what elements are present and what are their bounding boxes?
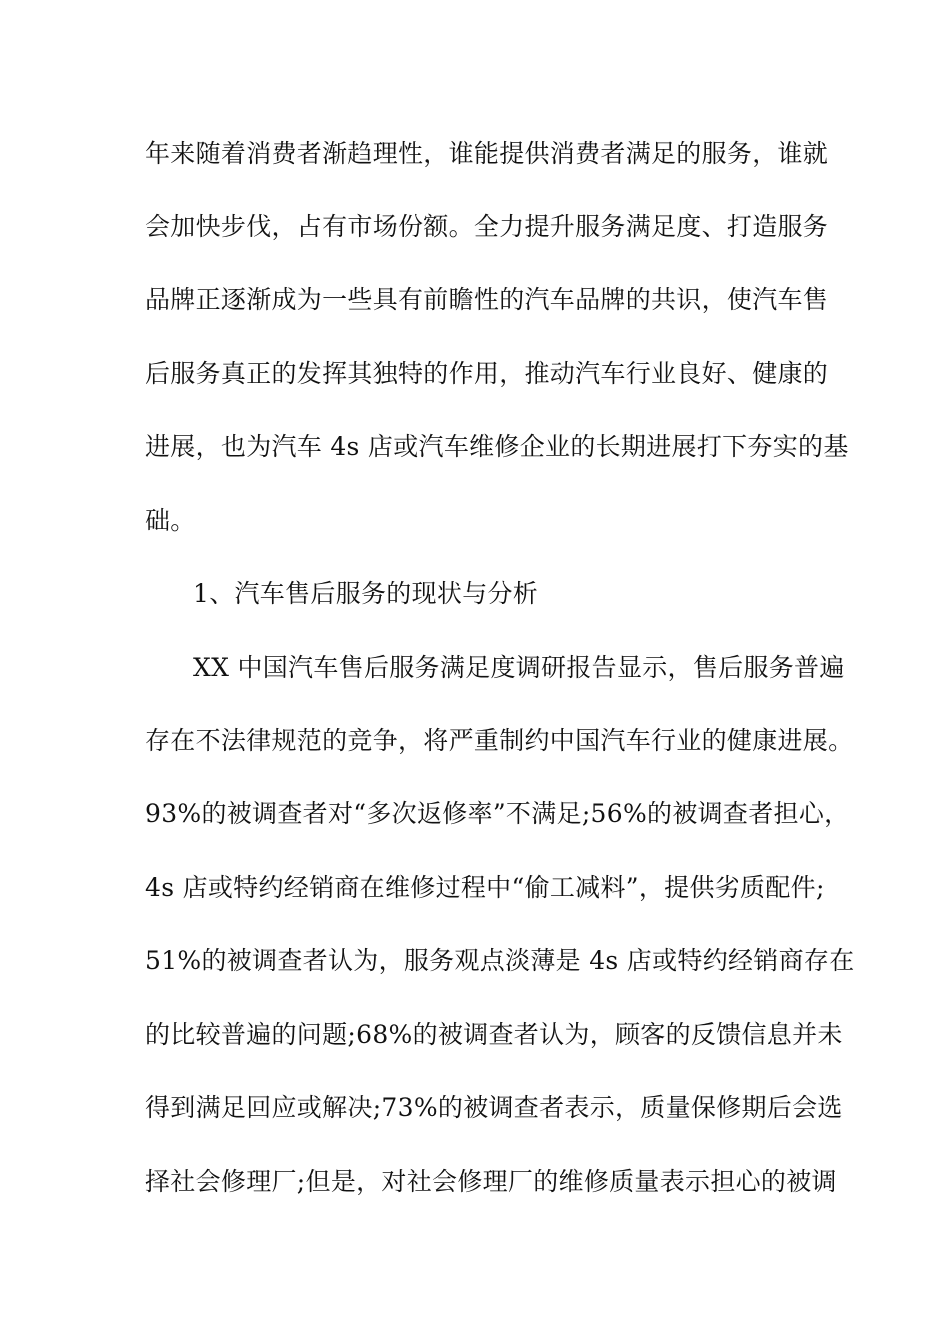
paragraph-line-14: 得到满足回应或解决;73%的被调查者表示，质量保修期后会选 (145, 1093, 843, 1122)
paragraph-line-5: 进展，也为汽车 4s 店或汽车维修企业的长期进展打下夯实的基 (145, 432, 849, 461)
paragraph-line-11: 4s 店或特约经销商在维修过程中“偷工减料”，提供劣质配件; (145, 873, 825, 902)
section-heading: 1、汽车售后服务的现状与分析 (193, 579, 539, 608)
paragraph-line-8: XX 中国汽车售后服务满足度调研报告显示，售后服务普遍 (193, 653, 845, 682)
paragraph-line-15: 择社会修理厂;但是，对社会修理厂的维修质量表示担心的被调 (145, 1167, 837, 1196)
paragraph-line-3: 品牌正逐渐成为一些具有前瞻性的汽车品牌的共识，使汽车售 (145, 285, 829, 314)
paragraph-line-4: 后服务真正的发挥其独特的作用，推动汽车行业良好、健康的 (145, 359, 829, 388)
paragraph-line-6: 础。 (145, 506, 196, 535)
paragraph-line-2: 会加快步伐，占有市场份额。全力提升服务满足度、打造服务 (145, 212, 829, 241)
paragraph-line-12: 51%的被调查者认为，服务观点淡薄是 4s 店或特约经销商存在 (145, 946, 855, 975)
paragraph-line-9: 存在不法律规范的竞争，将严重制约中国汽车行业的健康进展。 (145, 726, 854, 755)
paragraph-line-10: 93%的被调查者对“多次返修率”不满足;56%的被调查者担心， (145, 799, 850, 828)
paragraph-line-13: 的比较普遍的问题;68%的被调查者认为，顾客的反馈信息并未 (145, 1020, 843, 1049)
paragraph-line-1: 年来随着消费者渐趋理性，谁能提供消费者满足的服务，谁就 (145, 139, 829, 168)
